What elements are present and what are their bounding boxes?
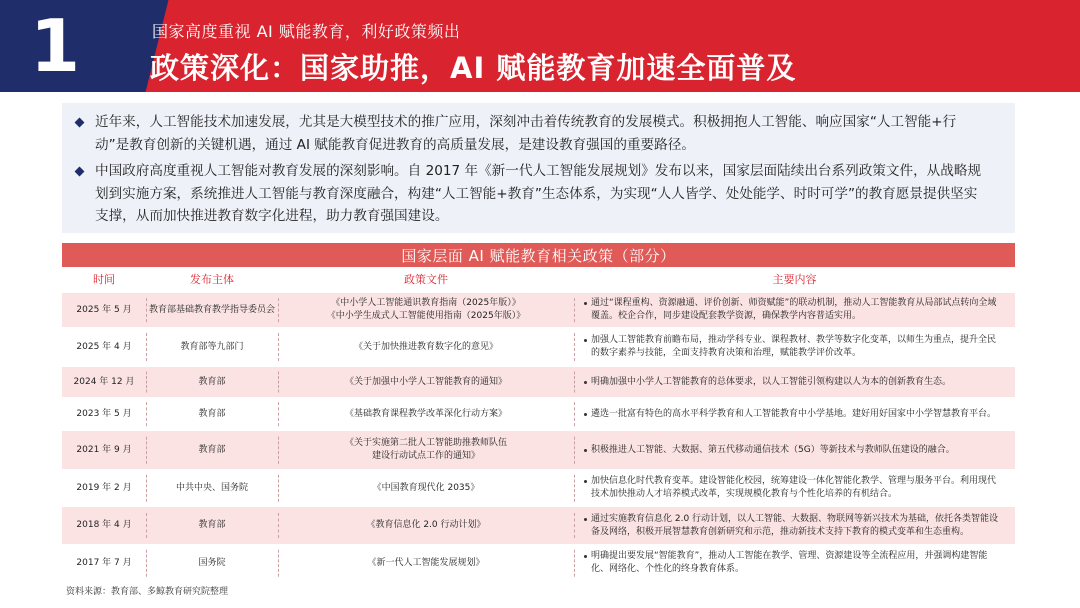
column-divider — [574, 475, 575, 502]
table-row — [62, 367, 1015, 397]
page-subtitle: 国家高度重视 AI 赋能教育，利好政策频出 — [152, 22, 461, 41]
intro-bullet — [76, 160, 990, 228]
cell-document — [278, 408, 574, 421]
column-header-content: 主要内容 — [772, 273, 817, 286]
dot-bullet-icon — [584, 381, 587, 384]
cell-content — [574, 475, 1015, 501]
table-row — [62, 397, 1015, 431]
column-divider — [278, 402, 279, 426]
content-text: 通过实施教育信息化 2.0 行动计划，以人工智能、大数据、物联网等新兴技术为基础，依托各类智能设备及网络，积极开展智慧教育创新研究和示范，推动新技术支持下教育的模式变革和生态重构。 — [591, 513, 999, 537]
cell-issuer: 国务院 — [198, 557, 226, 568]
content-text: 加强人工智能教育前瞻布局，推动学科专业、课程教材、教学等数字化变革，以师生为重点，提升全民的数字素养与技能，全面支持教育决策和治理，赋能教学评价改革。 — [591, 335, 997, 358]
dot-bullet-icon — [584, 413, 587, 416]
dot-bullet-icon — [584, 555, 587, 558]
cell-issuer: 教育部 — [198, 444, 226, 455]
column-divider — [146, 513, 147, 539]
column-divider — [146, 372, 147, 393]
table-row — [62, 469, 1015, 507]
header-banner — [0, 0, 1080, 92]
column-divider — [278, 333, 279, 361]
table-row — [62, 507, 1015, 544]
column-divider — [574, 372, 575, 393]
cell-content — [574, 513, 1015, 539]
content-text: 明确加强中小学人工智能教育的总体要求，以人工智能引领构建以人为本的创新教育生态。 — [591, 376, 952, 387]
cell-time: 2017 年 7 月 — [76, 557, 132, 568]
table-row — [62, 293, 1015, 327]
column-divider — [574, 402, 575, 426]
column-divider — [574, 298, 575, 322]
cell-document — [278, 437, 574, 463]
intro-bullet-text: 中国政府高度重视人工智能对教育发展的深刻影响。自 2017 年《新一代人工智能发展规划》发布以来，国家层面陆续出台系列政策文件，从战略规划到实施方案，系统推进人工智能与教育深度融合，构建“人工智能+教育”生态体系，为实现“人人皆学、处处能学、时时可学”的教育愿景提供坚实支撑，从而加快推进教育数字化进程，助力教育强国建设。 — [95, 163, 982, 224]
content-text: 加快信息化时代教育变革。建设智能化校园，统筹建设一体化智能化教学、管理与服务平台。利用现代技术加快推动人才培养模式改革，实现规模化教育与个性化培养的有机结合。 — [591, 476, 997, 499]
content-text: 遴选一批富有特色的高水平科学教育和人工智能教育中小学基地。建好用好国家中小学智慧教育平台。 — [591, 408, 997, 419]
cell-content — [574, 408, 1015, 421]
document-line: 《新一代人工智能发展规划》 — [367, 557, 485, 568]
dot-bullet-icon — [584, 339, 587, 342]
diamond-bullet-icon — [75, 167, 85, 177]
intro-bullet — [76, 111, 990, 156]
column-divider — [278, 475, 279, 502]
document-line: 《关于实施第二批人工智能助推教师队伍 — [344, 438, 507, 448]
cell-time: 2025 年 4 月 — [76, 341, 132, 352]
page-title: 政策深化：国家助推，AI 赋能教育加速全面普及 — [150, 51, 797, 85]
column-divider — [146, 550, 147, 577]
column-divider — [278, 437, 279, 464]
cell-time: 2023 年 5 月 — [76, 408, 132, 419]
column-divider — [574, 333, 575, 361]
document-line: 建设行动试点工作的通知》 — [371, 451, 480, 461]
cell-content — [574, 297, 1015, 323]
cell-time: 2021 年 9 月 — [76, 444, 132, 455]
dot-bullet-icon — [584, 480, 587, 483]
column-divider — [574, 550, 575, 577]
column-divider — [146, 475, 147, 502]
intro-box — [62, 103, 1015, 233]
document-line: 《中小学人工智能通识教育指南（2025年版）》 — [331, 298, 521, 308]
column-divider — [278, 513, 279, 539]
cell-content — [574, 550, 1015, 576]
column-header-time: 时间 — [93, 273, 115, 286]
column-divider — [146, 298, 147, 322]
table-row — [62, 327, 1015, 367]
column-divider — [146, 333, 147, 361]
document-line: 《关于加快推进教育数字化的意见》 — [353, 341, 498, 352]
content-text: 通过“课程重构、资源融通、评价创新、师资赋能”的联动机制，推动人工智能教育从局部试点转向全域覆盖。校企合作，同步建设配套教学资源，确保教学内容普适实用。 — [591, 298, 997, 321]
cell-issuer: 教育部 — [198, 520, 226, 530]
cell-content — [574, 444, 1015, 457]
content-text: 积极推进人工智能、大数据、第五代移动通信技术（5G）等新技术与教师队伍建设的融合。 — [591, 444, 955, 455]
cell-issuer: 教育部 — [198, 376, 226, 387]
cell-time: 2018 年 4 月 — [76, 520, 132, 530]
table-header — [62, 267, 1015, 291]
cell-content — [574, 334, 1015, 360]
dot-bullet-icon — [584, 518, 587, 521]
column-divider — [278, 550, 279, 577]
cell-document — [278, 557, 574, 570]
cell-document — [278, 297, 574, 323]
document-line: 《基础教育课程教学改革深化行动方案》 — [344, 408, 507, 419]
dot-bullet-icon — [584, 449, 587, 452]
section-number: 1 — [29, 4, 81, 88]
document-line: 《中小学生成式人工智能使用指南（2025年版）》 — [326, 311, 526, 321]
content-text: 明确提出要发展“智能教育”，推动人工智能在教学、管理、资源建设等全流程应用，并强调构建智能化、网络化、个性化的终身教育体系。 — [591, 551, 988, 574]
cell-issuer: 教育部基础教育教学指导委员会 — [148, 304, 275, 315]
intro-bullet-text: 近年来，人工智能技术加速发展，尤其是大模型技术的推广应用，深刻冲击着传统教育的发展模式。积极拥抱人工智能、响应国家“人工智能+行动”是教育创新的关键机遇，通过 AI 赋能教育促进教育的高质量发展，是建设教育强国的重要路径。 — [95, 114, 957, 153]
cell-issuer: 教育部等九部门 — [180, 341, 244, 352]
cell-document — [278, 519, 574, 532]
column-header-document: 政策文件 — [404, 273, 448, 286]
table-row — [62, 544, 1015, 582]
document-line: 《教育信息化 2.0 行动计划》 — [366, 520, 486, 530]
cell-time: 2019 年 2 月 — [76, 482, 132, 493]
cell-time: 2025 年 5 月 — [76, 304, 132, 315]
cell-content — [574, 376, 1015, 389]
document-line: 《关于加强中小学人工智能教育的通知》 — [344, 376, 507, 387]
column-divider — [278, 372, 279, 393]
table-title: 国家层面 AI 赋能教育相关政策（部分） — [62, 243, 1015, 267]
cell-issuer: 中共中央、国务院 — [175, 482, 248, 493]
column-divider — [278, 298, 279, 322]
document-line: 《中国教育现代化 2035》 — [372, 482, 480, 493]
column-header-issuer: 发布主体 — [190, 273, 234, 286]
source-note: 资料来源：教育部、多鲸教育研究院整理 — [66, 587, 229, 597]
column-divider — [574, 513, 575, 539]
cell-document — [278, 376, 574, 389]
cell-issuer: 教育部 — [198, 408, 226, 419]
dot-bullet-icon — [584, 302, 587, 305]
cell-document — [278, 341, 574, 354]
cell-document — [278, 482, 574, 495]
column-divider — [146, 402, 147, 426]
diamond-bullet-icon — [75, 118, 85, 128]
cell-time: 2024 年 12 月 — [73, 376, 135, 387]
column-divider — [574, 437, 575, 464]
table-row — [62, 431, 1015, 469]
column-divider — [146, 437, 147, 464]
